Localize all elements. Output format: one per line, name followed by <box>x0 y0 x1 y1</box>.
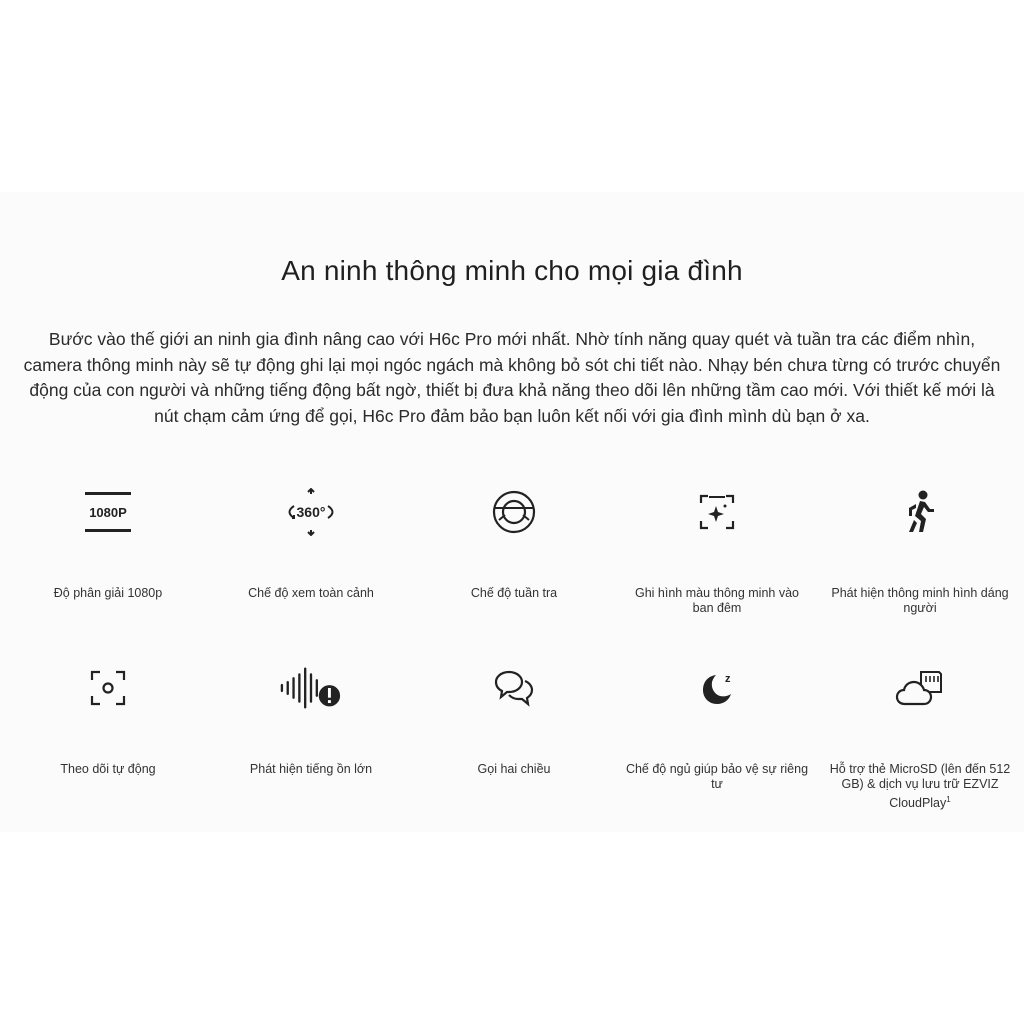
feature-label: Theo dõi tự động <box>60 762 156 776</box>
feature-item <box>820 656 1020 811</box>
feature-label: Ghi hình màu thông minh vào ban đêm <box>635 586 799 615</box>
feature-label: Độ phân giải 1080p <box>53 586 163 600</box>
section-title: An ninh thông minh cho mọi gia đình <box>281 255 743 286</box>
feature-item <box>8 656 208 777</box>
feature-label: Phát hiện thông minh hình dáng người <box>831 586 1009 615</box>
feature-item <box>414 656 614 777</box>
feature-item <box>414 480 614 601</box>
microsd-cloud-icon <box>888 656 952 720</box>
sleep-mode-icon <box>685 656 749 720</box>
feature-label: Chế độ xem toàn cảnh <box>248 586 374 600</box>
human-detection-icon <box>888 480 952 544</box>
feature-label: Chế độ tuần tra <box>470 586 558 600</box>
feature-label: Phát hiện tiếng ồn lớn <box>249 762 373 776</box>
feature-item <box>211 656 411 777</box>
svg-text:z: z <box>725 673 731 685</box>
feature-item <box>8 480 208 601</box>
resolution-1080p-icon: 1080P <box>76 480 140 544</box>
patrol-icon <box>482 480 546 544</box>
two-way-talk-icon <box>482 656 546 720</box>
feature-label: Gọi hai chiều <box>477 762 551 776</box>
svg-text:360°: 360° <box>296 504 326 520</box>
feature-label: Chế độ ngủ giúp bảo vệ sự riêng tư <box>625 762 809 791</box>
feature-item <box>617 656 817 792</box>
feature-item <box>617 480 817 616</box>
feature-item <box>820 480 1020 616</box>
section-description: Bước vào thế giới an ninh gia đình nâng cao với H6c Pro mới nhất. Nhờ tính năng quay quét và tuần tra các điểm nhìn, camera thông minh này sẽ tự động ghi lại mọi ngóc ngách mà không bỏ sót chi tiết nào. Nhạy bén chưa từng có trước chuyển động của con người và những tiếng động bất ngờ, thiết bị đưa khả năng theo dõi lên những tầm cao mới. Với thiết kế mới là nút chạm cảm ứng để gọi, H6c Pro đảm bảo bạn luôn kết nối với gia đình mình dù bạn ở xa. <box>23 329 1001 426</box>
feature-item <box>211 480 411 601</box>
auto-tracking-icon <box>76 656 140 720</box>
feature-label: Hỗ trợ thẻ MicroSD (lên đến 512 GB) & dịch vụ lưu trữ EZVIZ CloudPlay$^1$ <box>829 762 1011 811</box>
loud-sound-detection-icon <box>279 656 343 720</box>
panorama-360-icon <box>279 480 343 544</box>
night-color-icon <box>685 480 749 544</box>
